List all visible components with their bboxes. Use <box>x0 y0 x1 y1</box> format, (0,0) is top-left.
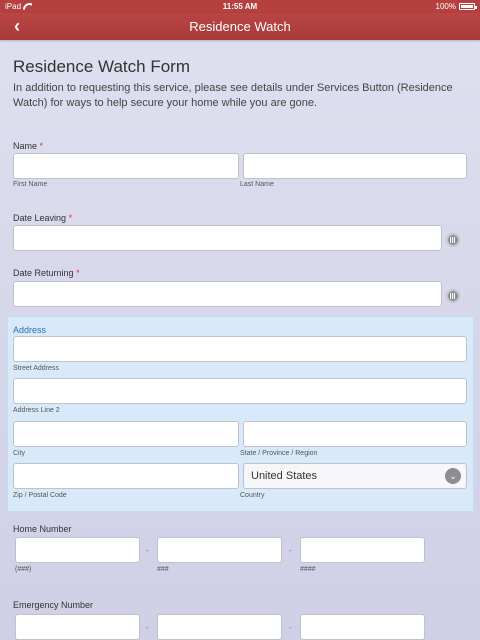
phone-separator: - <box>289 546 292 555</box>
country-value: United States <box>251 470 318 482</box>
emergency-number-label: Emergency Number <box>13 600 94 610</box>
city-field[interactable] <box>13 421 239 447</box>
battery-status <box>436 2 475 11</box>
required-mark: * <box>39 141 44 151</box>
address-line2-sublabel: Address Line 2 <box>13 407 60 414</box>
emergency-area-code-field[interactable] <box>15 614 140 640</box>
calendar-icon[interactable] <box>446 289 460 303</box>
required-mark: * <box>68 213 73 223</box>
battery-percent: 100% <box>435 2 456 11</box>
nav-title: Residence Watch <box>189 19 291 34</box>
line-sublabel: #### <box>300 566 316 573</box>
phone-separator: - <box>146 623 149 632</box>
prefix-sublabel: ### <box>157 566 169 573</box>
country-sublabel: Country <box>240 492 265 499</box>
first-name-field[interactable] <box>13 153 239 179</box>
nav-bar <box>0 13 480 40</box>
emergency-line-field[interactable] <box>300 614 425 640</box>
area-code-sublabel: (###) <box>15 566 32 573</box>
form-intro: In addition to requesting this service, please see details under Services Button (Residence Watch) for ways to help secure your home while you are gone. <box>13 82 453 109</box>
date-returning-field[interactable] <box>13 281 442 307</box>
date-leaving-field[interactable] <box>13 225 442 251</box>
address-line2-field[interactable] <box>13 378 467 404</box>
first-name-sublabel: First Name <box>13 181 48 188</box>
home-number-label: Home Number <box>13 524 72 534</box>
street-address-sublabel: Street Address <box>13 365 59 372</box>
state-field[interactable] <box>243 421 467 447</box>
status-bar <box>0 0 480 13</box>
name-label: Name * <box>13 141 44 151</box>
clock: 11:55 AM <box>222 2 258 11</box>
state-sublabel: State / Province / Region <box>240 450 318 457</box>
home-prefix-field[interactable] <box>157 537 282 563</box>
form-header <box>13 57 468 111</box>
phone-separator: - <box>289 623 292 632</box>
chevron-down-icon: ⌄ <box>445 468 461 484</box>
phone-separator: - <box>146 546 149 555</box>
street-address-field[interactable] <box>13 336 467 362</box>
address-heading: Address <box>13 325 47 335</box>
zip-field[interactable] <box>13 463 239 489</box>
emergency-prefix-field[interactable] <box>157 614 282 640</box>
calendar-icon[interactable] <box>446 233 460 247</box>
device-label: iPad <box>5 2 22 11</box>
form-title: Residence Watch Form <box>13 57 190 76</box>
zip-sublabel: Zip / Postal Code <box>13 492 67 499</box>
battery-icon <box>459 3 475 10</box>
city-sublabel: City <box>13 450 26 457</box>
required-mark: * <box>76 268 80 278</box>
date-returning-label: Date Returning * <box>13 268 80 278</box>
country-select[interactable] <box>243 463 467 489</box>
date-leaving-label: Date Leaving * <box>13 213 73 223</box>
home-area-code-field[interactable] <box>15 537 140 563</box>
last-name-sublabel: Last Name <box>240 181 274 188</box>
back-icon[interactable]: ‹ <box>14 16 20 36</box>
home-line-field[interactable] <box>300 537 425 563</box>
last-name-field[interactable] <box>243 153 467 179</box>
